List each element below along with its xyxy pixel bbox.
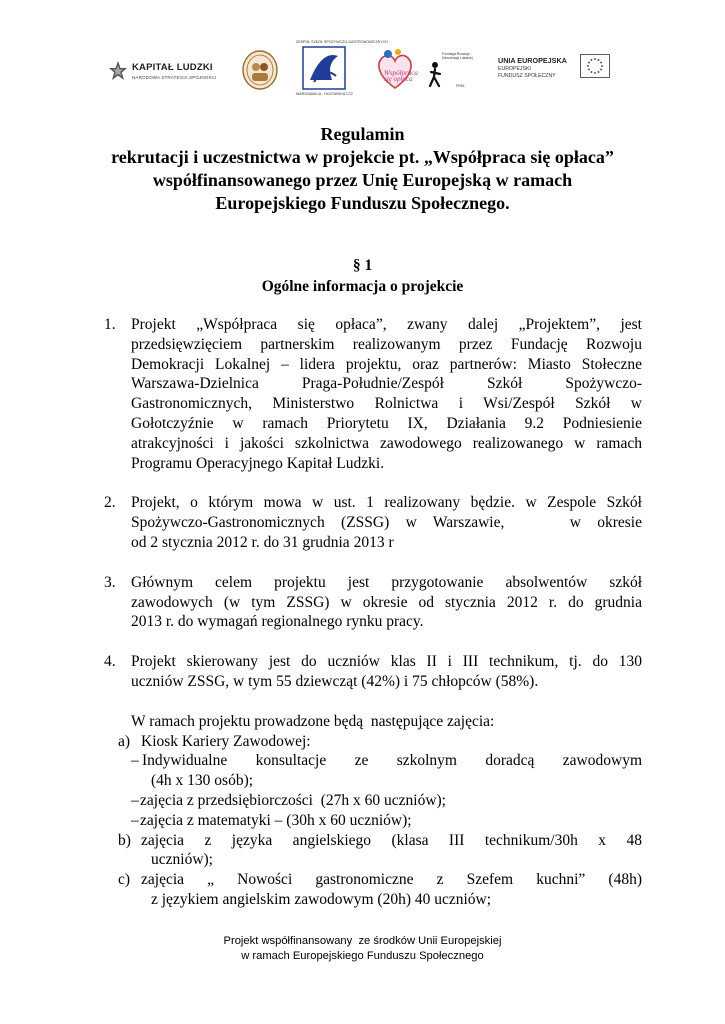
activity-line: zajęcia „ Nowości gastronomiczne z Szefem kuchni” (48h) (141, 871, 642, 889)
activity-c-marker: c) (118, 871, 131, 889)
eu-star-icon (588, 62, 590, 64)
list-item (104, 652, 642, 692)
school-emblem-icon (302, 46, 346, 90)
eu-title: UNIA EUROPEJSKA (498, 56, 567, 65)
eu-star-icon (591, 71, 593, 73)
document-title (0, 123, 725, 215)
kapital-ludzki-star-icon (108, 60, 128, 82)
kapital-ludzki-name: KAPITAŁ LUDZKI (132, 62, 213, 73)
activity-a-label: Kiosk Kariery Zawodowej: (141, 732, 311, 750)
item-line: atrakcyjności i jakości szkolnictwa zawodowego realizowanego w ramach (131, 434, 642, 452)
item-line: Spożywczo-Gastronomicznych (ZSSG) w Warszawie, w okresie (131, 514, 642, 532)
eu-subtitle-line1: EUROPEJSKI (498, 66, 531, 72)
eu-star-icon (587, 65, 589, 67)
foundation-logo (428, 52, 472, 92)
title-line-1: Regulamin (320, 124, 405, 144)
item-line: zawodowych (w tym ZSSG) w okresie od stycznia 2012 r. do grudnia (131, 593, 642, 611)
activity-a (104, 732, 642, 752)
eu-logo (498, 54, 610, 84)
school-logo (296, 40, 388, 98)
activities-intro: W ramach projektu prowadzone będą następujące zajęcia: (131, 712, 495, 730)
section-title: Ogólne informacja o projekcie (261, 278, 464, 295)
title-line-2: rekrutacji i uczestnictwa w projekcie pt. „Współpraca się opłaca” (111, 147, 614, 167)
activity-a-sub-2 (104, 791, 642, 811)
activity-line: z językiem angielskim zawodowym (20h) 40 uczniów; (151, 890, 492, 908)
list-item (104, 493, 642, 552)
activity-a-marker: a) (118, 732, 131, 750)
item-line: Gołotczyźnie w ramach Priorytetu IX, Działania 9.2 Podniesienie (131, 414, 642, 432)
eu-flag-icon (580, 54, 610, 78)
activity-line: uczniów); (151, 851, 213, 869)
logo-strip (100, 36, 620, 100)
activity-line: zajęcia z przedsiębiorczości (27h x 60 uczniów); (140, 791, 446, 809)
dash-marker: – (131, 752, 139, 770)
item-line: 2013 r. do wymagań regionalnego rynku pracy. (131, 613, 424, 631)
eu-star-icon (598, 71, 600, 73)
item-number: 1. (104, 316, 116, 333)
school-seal-logo (242, 50, 278, 90)
eu-star-icon (594, 72, 596, 74)
dash-marker: – (131, 791, 139, 809)
list-item (104, 315, 642, 473)
eu-subtitle-line2: FUNDUSZ SPOŁECZNY (498, 72, 556, 79)
activity-a-sub-1 (104, 751, 642, 771)
item-number: 4. (104, 653, 116, 671)
activity-c (104, 870, 642, 890)
eu-star-icon (591, 59, 593, 61)
page-footer (0, 934, 725, 964)
activity-a-sub-3 (104, 811, 642, 831)
item-line: Gastronomicznych, Ministerstwo Rolnictwa i Wsi/Zespół Szkół w (131, 395, 642, 413)
item-line: uczniów ZSSG, w tym 55 dziewcząt (42%) i 75 chłopców (58%). (131, 672, 539, 690)
footer-line-2: w ramach Europejskiego Funduszu Społecznego (241, 950, 484, 962)
eu-star-icon (600, 69, 602, 71)
section-number: § 1 (352, 257, 373, 274)
item-line: Projekt „Współpraca się opłaca”, zwany dalej „Projektem”, jest (131, 316, 642, 333)
document-body (104, 315, 642, 910)
kapital-ludzki-logo (108, 60, 222, 88)
kapital-ludzki-tagline: NARODOWA STRATEGIA SPÓJNOŚCI (132, 75, 217, 80)
item-line: Demokracji Lokalnej – lidera projektu, oraz partnerów: Miasto Stołeczne (131, 355, 642, 373)
title-line-4: Europejskiego Funduszu Społecznego. (215, 193, 510, 213)
activity-line: Indywidualne konsultacje ze szkolnym doradcą zawodowym (142, 752, 642, 770)
footer-line-1: Projekt współfinansowany ze środków Unii Europejskiej (223, 935, 502, 947)
title-line-3: współfinansowanego przez Unię Europejską w ramach (152, 170, 573, 190)
foundation-caption: Fundacja Rozwoju Demokracji Lokalnej (442, 52, 473, 60)
item-line: od 2 stycznia 2012 r. do 31 grudnia 2013 r (131, 533, 394, 551)
eu-star-icon (588, 69, 590, 71)
item-number: 2. (104, 494, 116, 512)
school-caption-top: ZESPÓŁ SZKÓŁ SPOŻYWCZO-GASTRONOMICZNYCH (296, 40, 388, 44)
item-number: 3. (104, 573, 116, 591)
list-item (104, 573, 642, 632)
dash-marker: – (131, 811, 139, 829)
eu-star-icon (600, 62, 602, 64)
item-line: Projekt skierowany jest do uczniów klas II i III technikum, tj. do 130 (131, 653, 642, 671)
item-line: Projekt, o którym mowa w ust. 1 realizowany będzie. w Zespole Szkół (131, 494, 642, 512)
activity-line: (4h x 130 osób); (151, 772, 254, 790)
eu-star-icon (594, 58, 596, 60)
item-line: Głównym celem projektu jest przygotowanie absolwentów szkół (131, 573, 642, 591)
item-line: przedsięwzięciem partnerskim realizowanym przez Fundację Rozwoju (131, 335, 642, 353)
activity-line: zajęcia z języka angielskiego (klasa III technikum/30h x 48 (141, 831, 642, 849)
walking-figure-icon (428, 62, 442, 88)
item-line: Programu Operacyjnego Kapitał Ludzki. (131, 454, 385, 472)
item-line: Warszawa-Dzielnica Praga-Południe/Zespół Szkół Spożywczo- (131, 375, 642, 393)
cooperation-badge-text: Współpraca się opłaca (384, 69, 418, 83)
eu-subtitle (498, 66, 568, 79)
seal-icon (242, 50, 278, 90)
activity-b-marker: b) (118, 831, 131, 849)
section-heading (0, 255, 725, 297)
eu-star-icon (598, 59, 600, 61)
foundation-code: FRDL (456, 84, 466, 88)
eu-star-icon (601, 65, 603, 67)
school-caption-bottom: WARSZAWA UL. HOŻOWSKA 17/2 (296, 92, 353, 96)
activity-line: zajęcia z matematyki – (30h x 60 uczniów); (140, 811, 412, 829)
cooperation-badge-logo (374, 48, 416, 92)
activity-b (104, 831, 642, 851)
